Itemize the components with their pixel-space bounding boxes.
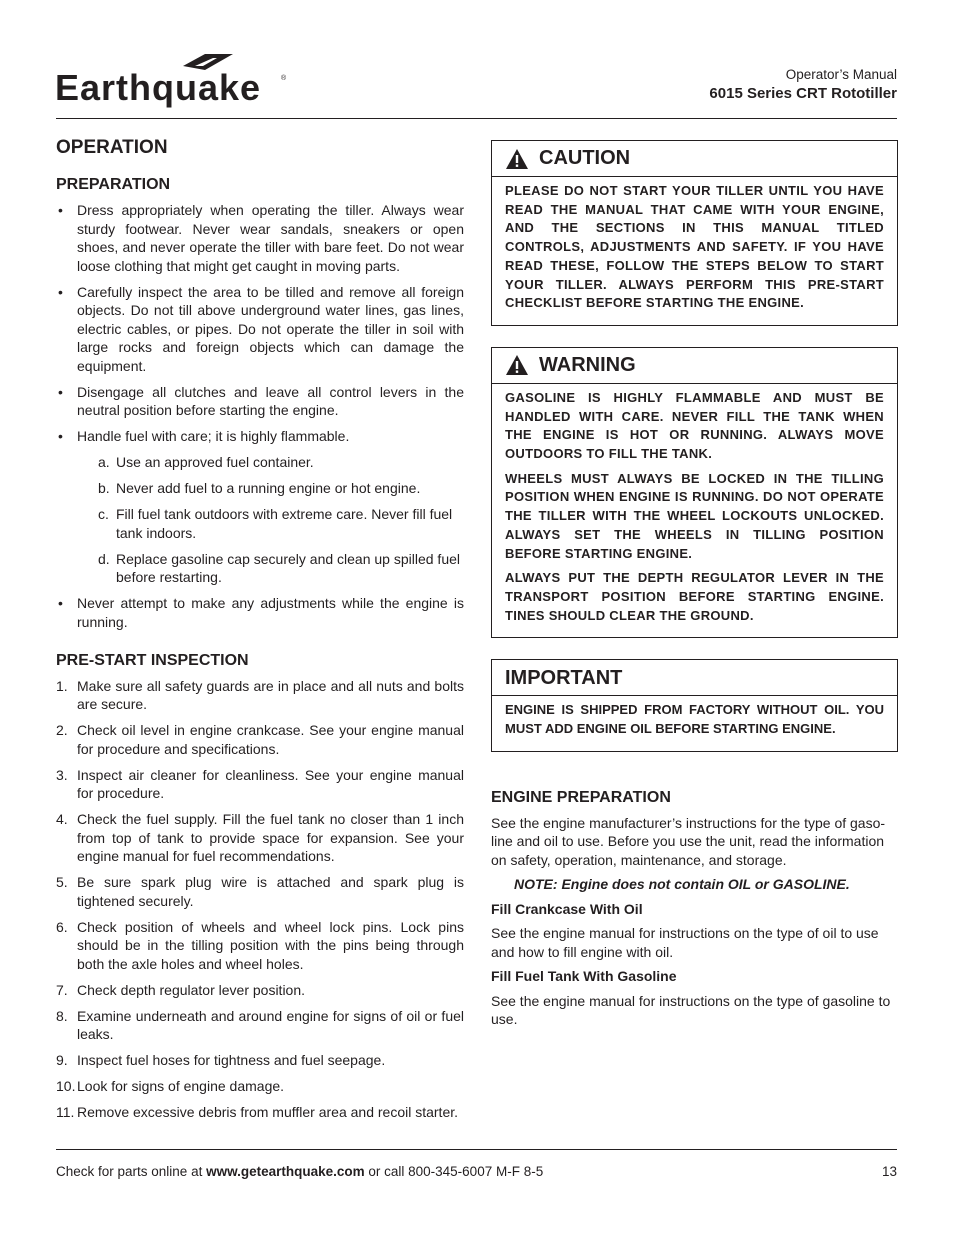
caution-body bbox=[492, 177, 897, 325]
list-item: 7. Check depth regulator lever position. bbox=[56, 981, 306, 998]
list-item: 9. Inspect fuel hoses for tightness and fuel seepage. bbox=[56, 1052, 386, 1068]
footer bbox=[56, 1163, 897, 1182]
list-item: 2. Check oil level in engine crankcase. See your engine manual for procedure and specifications. bbox=[56, 722, 464, 757]
list-item: 11. Remove excessive debris from muffler area and recoil starter. bbox=[56, 1104, 459, 1120]
engine-prep-note: NOTE: Engine does not contain OIL or GASOLINE. bbox=[514, 876, 850, 893]
model-title: 6015 Series CRT Rototiller bbox=[709, 85, 897, 102]
preparation-list bbox=[56, 201, 464, 631]
fuel-tank-subheading: Fill Fuel Tank With Gasoline bbox=[491, 968, 677, 985]
svg-text:Earthquake: Earthquake bbox=[55, 67, 262, 108]
page-number: 13 bbox=[881, 1164, 897, 1179]
engine-prep-intro: See the engine manufacturer’s instructions for the type of gaso-line and oil to use. Before you use the unit, read the information on safety, operation, maintenance, and storage. bbox=[491, 814, 886, 868]
warning-body bbox=[492, 384, 897, 637]
list-item: d. Replace gasoline cap securely and clean up spilled fuel before restarting. bbox=[98, 550, 460, 585]
footer-url-link[interactable]: www.getearthquake.com bbox=[206, 1164, 365, 1179]
important-header bbox=[492, 660, 897, 696]
list-item: • Handle fuel with care; it is highly flammable. a. Use an approved fuel container. b. Never add fuel to a running engine or hot engine. c. Fill fuel tank outdoors with extreme care. Never fill fuel tank indoors. d. Replace gasoline cap securely and clean up spilled fuel before restarting. bbox=[56, 427, 464, 587]
list-item: 4. Check the fuel supply. Fill the fuel tank no closer than 1 inch from top of tank to provide space for expansion. See your engine manual for fuel recommendations. bbox=[56, 811, 464, 864]
list-item: 5. Be sure spark plug wire is attached and spark plug is tightened securely. bbox=[56, 874, 464, 909]
header-title-block bbox=[709, 66, 897, 104]
important-body bbox=[492, 696, 897, 750]
list-item: a. Use an approved fuel container. bbox=[98, 454, 314, 470]
prestart-heading: PRE-START INSPECTION bbox=[56, 651, 249, 669]
caution-text: PLEASE DO NOT START YOUR TILLER UNTIL YOU HAVE READ THE MANUAL THAT CAME WITH YOUR ENGINE, AND THE SECTIONS IN THIS MANUAL TITLED CONTROLS, ADJUSTMENTS AND SAFETY. IF YOU HAVE READ THESE, FOLLOW THE STEPS BELOW TO START YOUR TILLER. ALWAYS PERFORM THIS PRE-START CHECKLIST BEFORE STARTING THE ENGINE. bbox=[505, 183, 884, 311]
list-item: 3. Inspect air cleaner for cleanliness. See your engine manual for procedure. bbox=[56, 766, 464, 801]
warning-header bbox=[492, 348, 897, 384]
list-item: • Dress appropriately when operating the tiller. Always wear sturdy footwear. Never wear sandals, sneakers or open shoes, and never operate the tiller with bare feet. Do not wear loose clothing that might get caught in moving parts. bbox=[58, 202, 464, 274]
list-item: 1. Make sure all safety guards are in place and all nuts and bolts are secure. bbox=[56, 677, 464, 712]
footer-divider bbox=[56, 1149, 897, 1150]
footer-contact: Check for parts online at www.getearthquake.com or call 800-345-6007 M-F 8-5 bbox=[56, 1164, 544, 1179]
manual-label: Operator’s Manual bbox=[785, 67, 897, 82]
important-text: ENGINE IS SHIPPED FROM FACTORY WITHOUT OIL. YOU MUST ADD ENGINE OIL BEFORE STARTING ENGINE. bbox=[505, 702, 884, 737]
engine-prep-heading: ENGINE PREPARATION bbox=[491, 788, 671, 806]
list-item: • Disengage all clutches and leave all control levers in the neutral position before starting the engine. bbox=[58, 383, 464, 418]
list-item: • Never attempt to make any adjustments while the engine is running. bbox=[58, 595, 464, 630]
preparation-heading: PREPARATION bbox=[56, 176, 171, 193]
list-item: 8. Examine underneath and around engine for signs of oil or fuel leaks. bbox=[56, 1007, 464, 1042]
prestart-list bbox=[56, 677, 464, 1122]
operation-heading: OPERATION bbox=[56, 137, 168, 158]
warning-paragraph: ALWAYS PUT THE DEPTH REGULATOR LEVER IN THE TRANSPORT POSITION BEFORE STARTING ENGINE. TINES SHOULD CLEAR THE GROUND. bbox=[505, 570, 884, 623]
warning-paragraph: WHEELS MUST ALWAYS BE LOCKED IN THE TILLING POSITION WHEN ENGINE IS RUNNING. DO NOT OPERATE THE TILLER WITH THE WHEEL LOCKOUTS UNLOCKED. ALWAYS SET THE WHEELS IN TILLING POSITION BEFORE STARTING ENGINE. bbox=[505, 470, 884, 561]
svg-text:®: ® bbox=[281, 75, 287, 82]
caution-header bbox=[492, 141, 897, 177]
left-column bbox=[56, 136, 464, 1129]
important-box bbox=[491, 659, 898, 751]
earthquake-logo bbox=[55, 52, 295, 116]
list-item: c. Fill fuel tank outdoors with extreme care. Never fill fuel tank indoors. bbox=[98, 506, 453, 541]
caution-title: CAUTION bbox=[539, 147, 631, 170]
caution-box bbox=[491, 140, 898, 326]
warning-paragraph: GASOLINE IS HIGHLY FLAMMABLE AND MUST BE HANDLED WITH CARE. NEVER FILL THE TANK WHEN THE ENGINE IS HOT OR RUNNING. ALWAYS MOVE OUTDOORS TO FILL THE TANK. bbox=[505, 389, 884, 462]
important-title: IMPORTANT bbox=[505, 666, 623, 689]
header-divider bbox=[56, 118, 897, 119]
list-item: b. Never add fuel to a running engine or hot engine. bbox=[98, 480, 421, 496]
fuel-sublist bbox=[77, 453, 464, 587]
right-column bbox=[491, 140, 898, 1029]
warning-triangle-icon bbox=[505, 148, 529, 170]
warning-title: WARNING bbox=[539, 354, 636, 377]
fuel-tank-text: See the engine manual for instructions on the type of gasoline to use. bbox=[491, 992, 891, 1028]
warning-box bbox=[491, 347, 898, 638]
crankcase-subheading: Fill Crankcase With Oil bbox=[491, 900, 643, 917]
list-item: 10. Look for signs of engine damage. bbox=[56, 1078, 285, 1094]
list-item: 6. Check position of wheels and wheel lock pins. Lock pins should be in the tilling position with the pins being through both the axle holes and wheel holes. bbox=[56, 918, 464, 972]
list-item: • Carefully inspect the area to be tilled and remove all foreign objects. Do not till above underground water lines, gas lines, electric cables, or pipes. Do not operate the tiller in soil with large rocks and foreign objects which can damage the equipment. bbox=[58, 283, 464, 374]
warning-triangle-icon bbox=[505, 354, 529, 376]
crankcase-text: See the engine manual for instructions on the type of oil to use and how to fill engine with oil. bbox=[491, 925, 879, 960]
